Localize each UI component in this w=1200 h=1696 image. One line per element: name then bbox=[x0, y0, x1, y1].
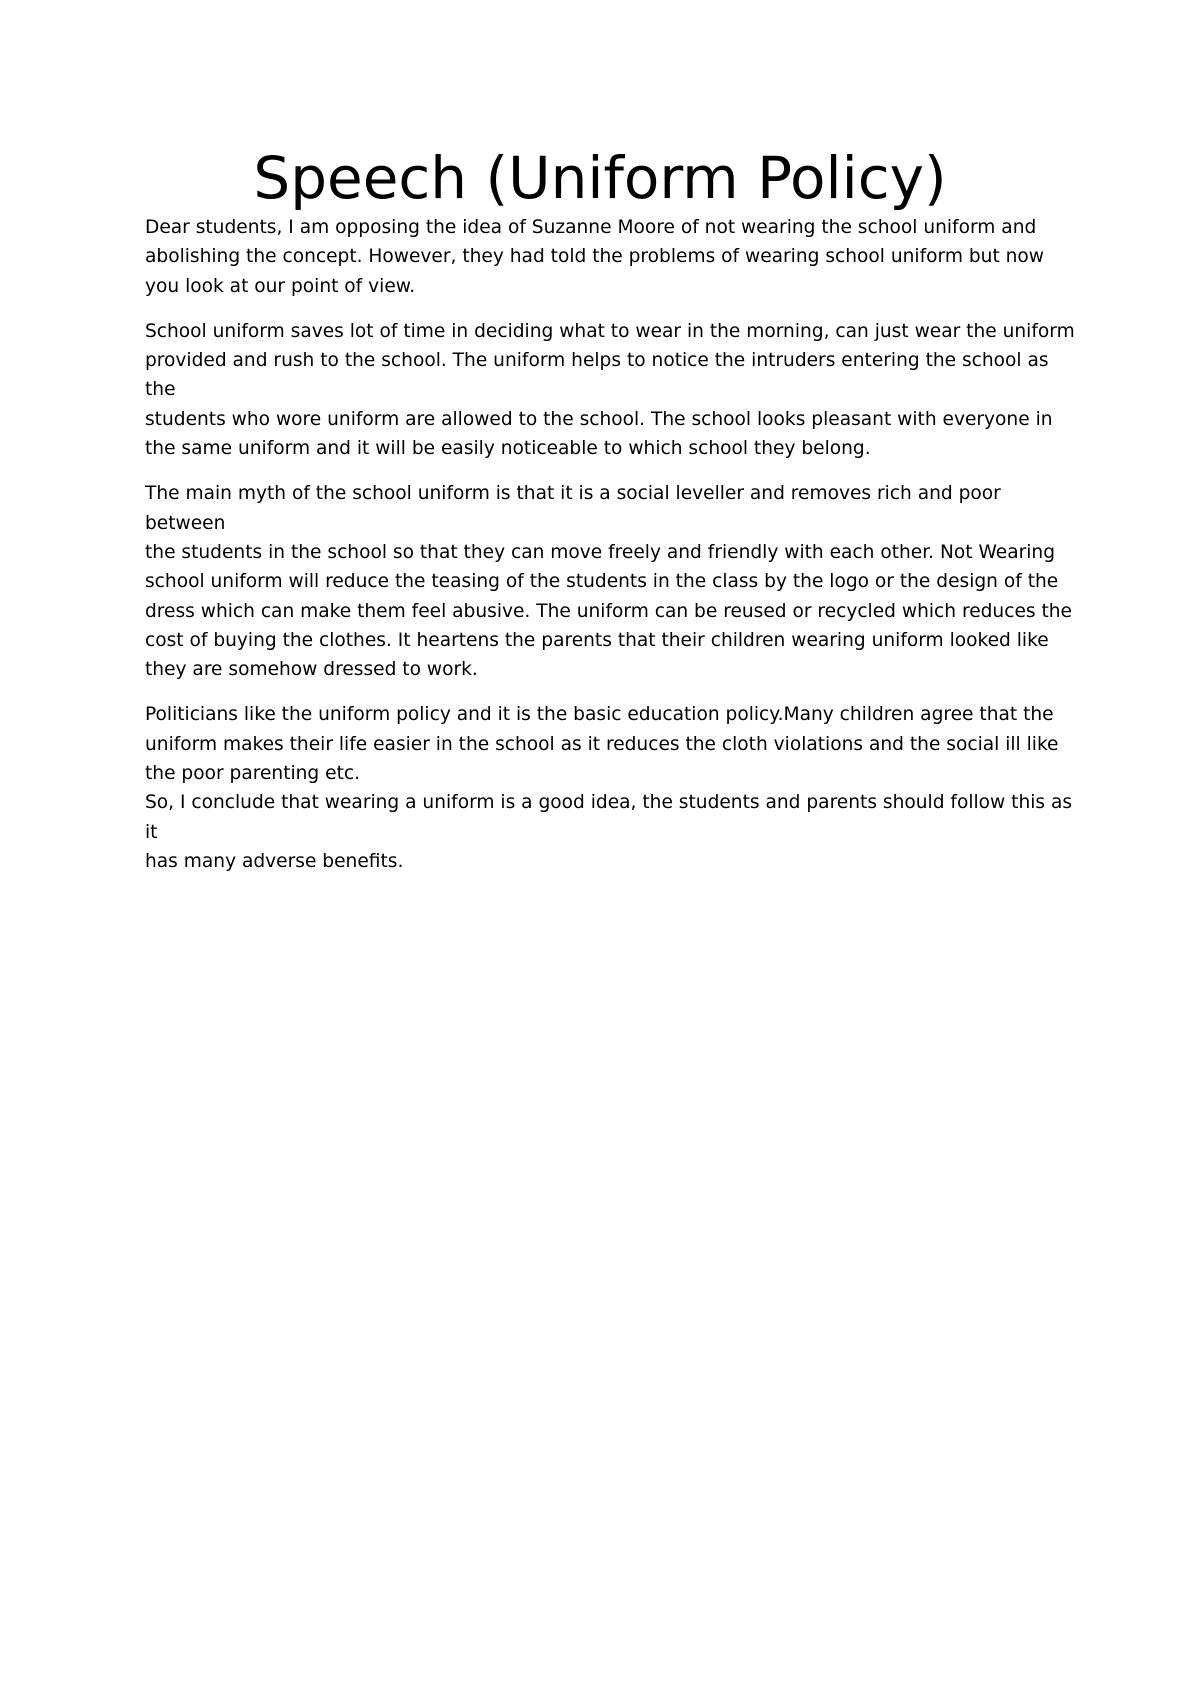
paragraph-intro: Dear students, I am opposing the idea of Suzanne Moore of not wearing the school uniform and abolishing the concept. However, they had told the problems of wearing school uniform but now you look at our point of view. bbox=[145, 217, 1045, 297]
paragraph-conclusion: So, I conclude that wearing a uniform is a good idea, the students and parents should follow this as it has many adverse benefits. bbox=[145, 792, 1073, 872]
paragraph-politicians: Politicians like the uniform policy and it is the basic education policy.Many children agree that the uniform makes their life easier in the school as it reduces the cloth violations and the social ill like the poor parenting etc. bbox=[145, 704, 1059, 785]
document-title: Speech (Uniform Policy) bbox=[253, 144, 947, 212]
paragraph-social-leveller: The main myth of the school uniform is that it is a social leveller and removes rich and poor between the students in the school so that they can move freely and friendly with each other. Not Wearing school uniform will reduce the teasing of the students in the class by the logo or the design of the dress which can make them feel abusive. The uniform can be reused or recycled which reduces the cost of buying the clothes. It heartens the parents that their children wearing uniform looked like they are somehow dressed to work. bbox=[145, 483, 1072, 681]
paragraph-time-saving: School uniform saves lot of time in deciding what to wear in the morning, can just wear the uniform provided and rush to the school. The uniform helps to notice the intruders entering the school as the students who wore uniform are allowed to the school. The school looks pleasant with everyone in the same uniform and it will be easily noticeable to which school they belong. bbox=[145, 320, 1075, 460]
document-body bbox=[145, 213, 1075, 876]
